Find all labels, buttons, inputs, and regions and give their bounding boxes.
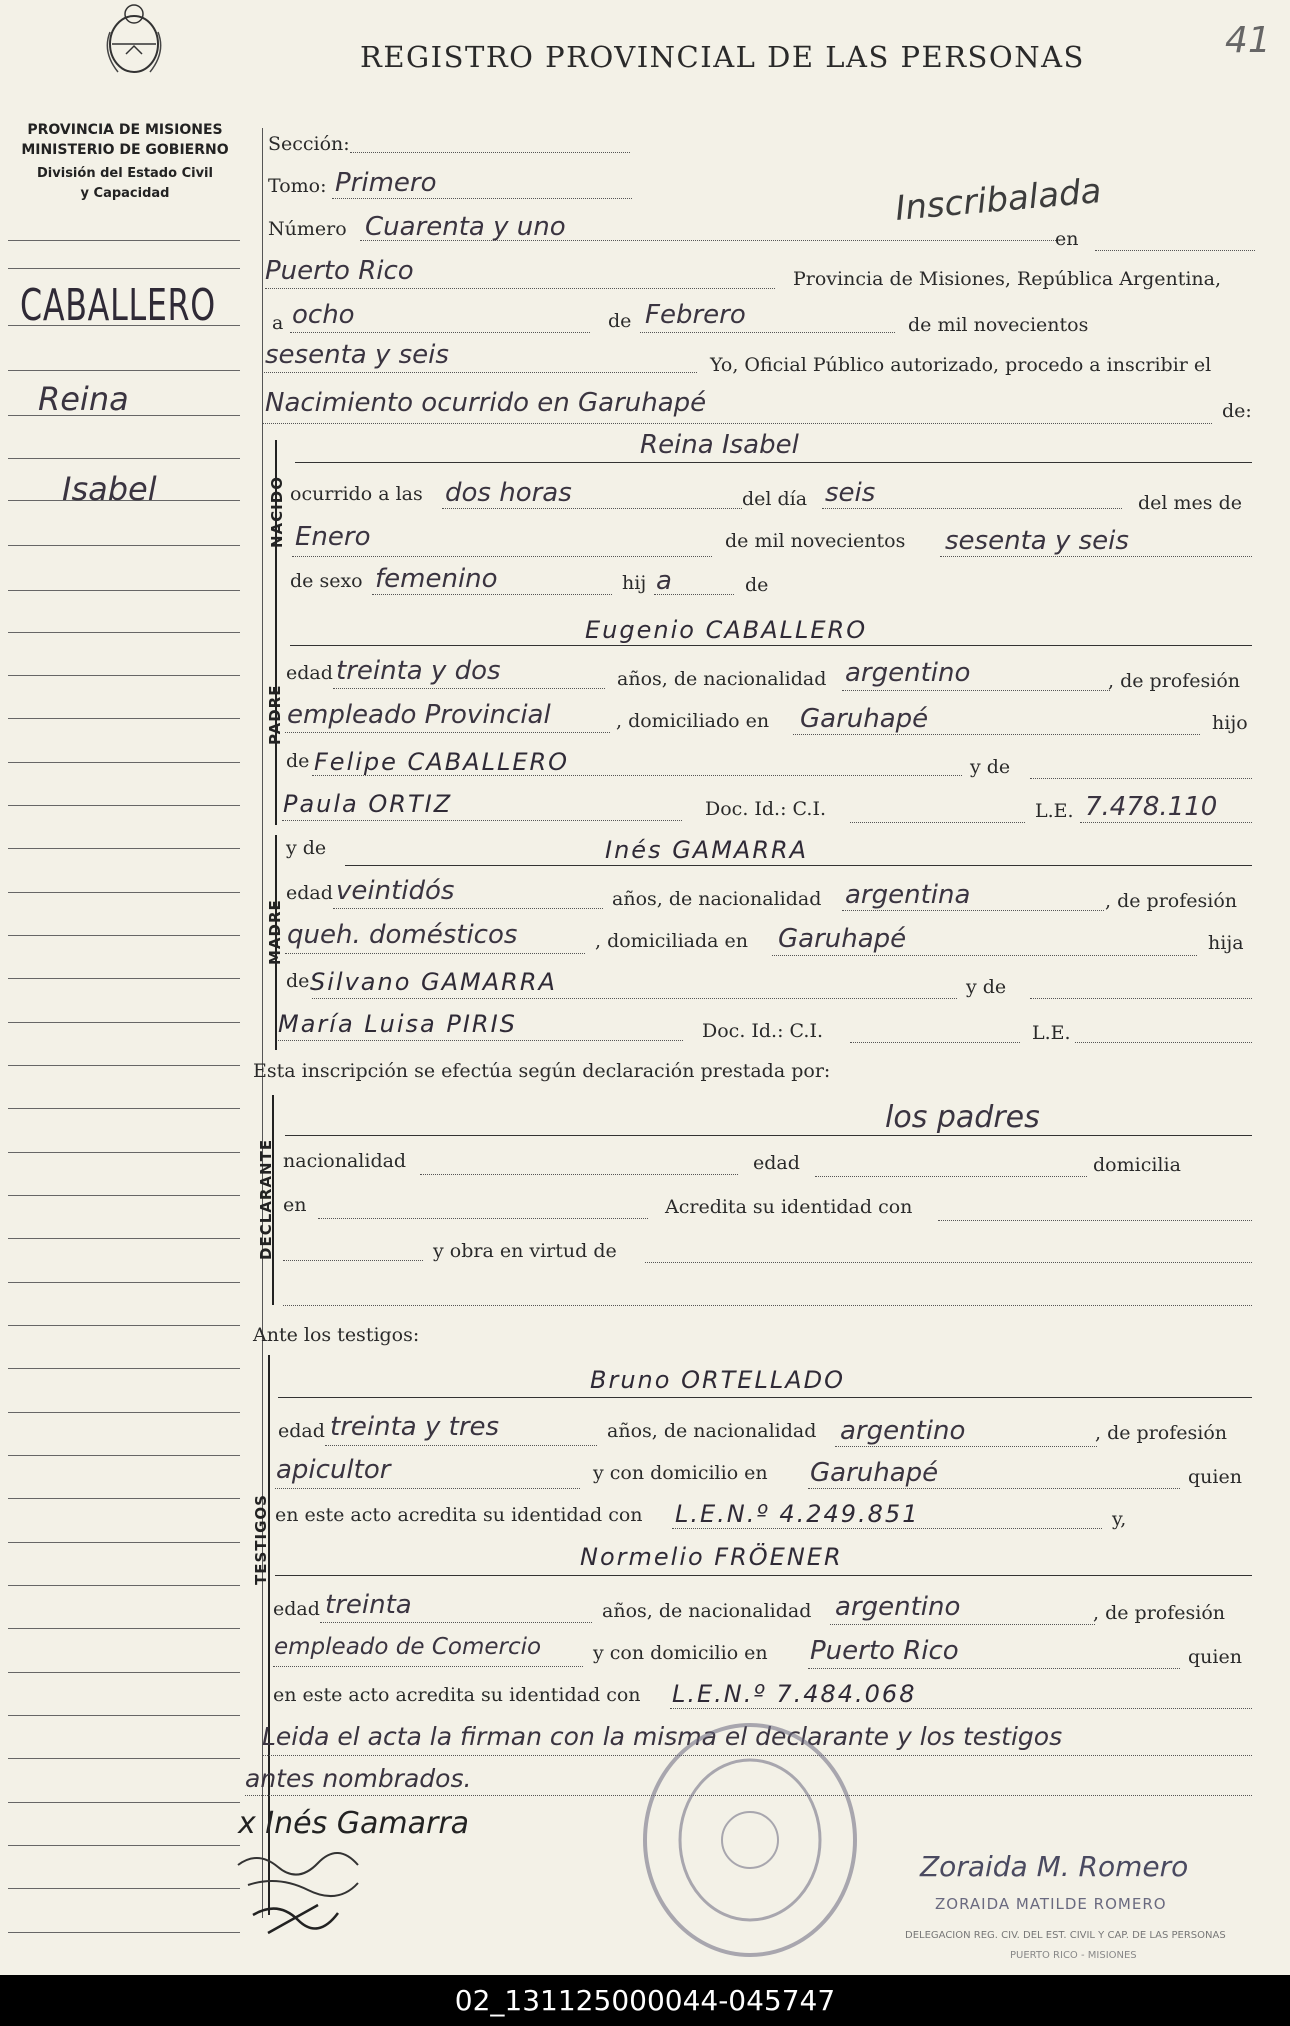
t1-anos-label: años, de nacionalidad [607,1420,817,1442]
testigo2-edad: treinta [325,1590,412,1620]
t2-quien-label: quien [1188,1646,1242,1668]
madre-hija-label: hija [1208,932,1244,954]
decl-obra-label: y obra en virtud de [433,1240,617,1262]
de-mil-label: de mil novecientos [908,314,1089,336]
tomo-label: Tomo: [268,175,327,197]
coat-of-arms-icon [98,2,170,80]
anio-value: sesenta y seis [265,340,449,370]
t1-domicilio-label: y con domicilio en [593,1462,768,1484]
de-mil-label-2: de mil novecientos [725,530,906,552]
closing-line-1: Leida el acta la firman con la misma el declarante y los testigos [262,1722,1063,1751]
decl-acredita-label: Acredita su identidad con [665,1196,913,1218]
page-number: 41 [1225,20,1271,61]
madre-edad: veintidós [336,876,455,906]
madre-nacionalidad: argentina [845,880,971,910]
province-name: PROVINCIA DE MISIONES [27,122,223,138]
testigo2-domicilio: Puerto Rico [810,1636,959,1666]
margin-surname: CABALLERO [20,280,216,331]
division-name: División del Estado Civil [37,166,213,181]
anio-nac-value: sesenta y seis [945,526,1129,556]
padre-profesion-label: , de profesión [1108,670,1240,692]
padre-y-de-label: y de [970,756,1011,778]
officer-signature: Zoraida M. Romero [920,1850,1189,1883]
ante-testigos-text: Ante los testigos: [253,1324,420,1346]
madre-le-label: L.E. [1032,1022,1071,1044]
declarante-label: DECLARANTE [257,1138,275,1260]
padre-domicilio: Garuhapé [800,704,929,734]
registrar-signature: Inscribalada [893,171,1103,229]
t1-edad-label: edad [278,1420,325,1442]
madre-domicilio: Garuhapé [778,924,907,954]
del-dia-label: del día [742,488,808,510]
t1-profesion-label: , de profesión [1095,1422,1227,1444]
testigo2-documento: L.E.N.º 7.484.068 [672,1680,917,1708]
officer-name: ZORAIDA MATILDE ROMERO [935,1895,1167,1913]
en-label: en [1055,228,1079,250]
padre-edad-label: edad [286,662,333,684]
testigo1-profesion: apicultor [276,1455,391,1485]
ocurrido-label: ocurrido a las [290,483,423,505]
yo-oficial-text: Yo, Oficial Público autorizado, procedo a inscribir el [710,354,1212,376]
madre-nombre: Inés GAMARRA [605,836,809,864]
witness-signatures-icon [228,1845,428,1940]
testigo1-nacionalidad: argentino [840,1416,966,1446]
division-name-2: y Capacidad [80,186,170,201]
main-divider [262,128,263,1918]
sexo-label: de sexo [290,570,363,592]
de-label-2: de [745,574,769,596]
official-seal-icon [635,1715,865,1965]
decl-edad-label: edad [753,1152,800,1174]
padre-label: PADRE [266,684,284,745]
madre-domicilio-label: , domiciliada en [595,930,748,952]
numero-label: Número [268,218,347,240]
madre-label: MADRE [266,899,284,965]
declarante-nombre: los padres [885,1100,1040,1135]
seccion-label: Sección: [268,133,350,155]
nombre-inscripto: Reina Isabel [640,430,799,460]
mother-signature: x Inés Gamarra [238,1806,470,1841]
closing-line-2: antes nombrados. [245,1764,472,1793]
madre-anos-label: años, de nacionalidad [612,888,822,910]
padre-profesion: empleado Provincial [287,700,551,730]
padre-le-value: 7.478.110 [1085,792,1218,822]
a-label: a [272,312,284,334]
ministry-name: MINISTERIO DE GOBIERNO [21,142,229,158]
de-colon-label: de: [1222,400,1252,422]
registry-title: REGISTRO PROVINCIAL DE LAS PERSONAS [360,40,1085,74]
testigo1-edad: treinta y tres [330,1412,500,1442]
sexo-value: femenino [375,564,498,594]
padre-le-label: L.E. [1035,800,1074,822]
margin-name-1: Reina [38,380,129,418]
testigo1-domicilio: Garuhapé [810,1458,939,1488]
madre-padre: Silvano GAMARRA [310,968,557,996]
image-id-footer: 02_131125000044-045747 [0,1975,1290,2026]
t2-profesion-label: , de profesión [1093,1602,1225,1624]
madre-y-de-label-2: y de [966,976,1007,998]
testigo2-nacionalidad: argentino [835,1592,961,1622]
padre-nacionalidad: argentino [845,658,971,688]
officer-stamp-place: PUERTO RICO - MISIONES [1010,1950,1137,1961]
mes-nac-value: Enero [295,522,371,552]
padre-docid-label: Doc. Id.: C.I. [705,798,826,820]
t2-acredita-label: en este acto acredita su identidad con [273,1684,641,1706]
madre-edad-label: edad [286,882,333,904]
madre-docid-label: Doc. Id.: C.I. [702,1020,823,1042]
numero-value: Cuarenta y uno [365,212,566,242]
madre-de-label: de [286,970,310,992]
hij-label: hij [622,572,647,594]
inscripcion-text: Esta inscripción se efectúa según declaración prestada por: [253,1060,831,1082]
testigo1-nombre: Bruno ORTELLADO [590,1366,845,1394]
decl-en-label: en [283,1194,307,1216]
t2-anos-label: años, de nacionalidad [602,1600,812,1622]
padre-edad: treinta y dos [336,656,501,686]
testigos-label: TESTIGOS [252,1494,270,1585]
t2-domicilio-label: y con domicilio en [593,1642,768,1664]
provincia-label: Provincia de Misiones, República Argentina, [793,268,1222,290]
hij-suffix: a [656,566,672,596]
issuer-block [10,120,240,204]
dia-value: ocho [292,300,355,330]
padre-domicilio-label: , domiciliado en [616,710,770,732]
madre-madre: María Luisa PIRIS [278,1010,517,1038]
mes-value: Febrero [645,300,746,330]
de-label: de [608,310,632,332]
en-place-value: Puerto Rico [265,256,414,286]
t1-quien-label: quien [1188,1466,1242,1488]
padre-anos-label: años, de nacionalidad [617,668,827,690]
acto-value: Nacimiento ocurrido en Garuhapé [265,388,707,418]
decl-nacionalidad-label: nacionalidad [283,1150,407,1172]
padre-hijo-label: hijo [1212,712,1248,734]
padre-nombre: Eugenio CABALLERO [585,616,868,644]
tomo-value: Primero [335,168,437,198]
del-mes-label: del mes de [1138,492,1242,514]
padre-padre: Felipe CABALLERO [314,748,570,776]
t2-edad-label: edad [273,1598,320,1620]
margin-name-2: Isabel [62,470,157,508]
dia-nac-value: seis [825,478,876,508]
testigo2-nombre: Normelio FRÖENER [580,1543,843,1571]
t1-y-label: y, [1112,1508,1127,1530]
hora-value: dos horas [445,478,572,508]
t1-acredita-label: en este acto acredita su identidad con [275,1504,643,1526]
madre-y-de-label: y de [286,837,327,859]
padre-de-label: de [286,750,310,772]
decl-domicilia-label: domicilia [1093,1154,1181,1176]
padre-madre: Paula ORTIZ [283,790,453,818]
testigo1-documento: L.E.N.º 4.249.851 [675,1500,920,1528]
officer-stamp-text: DELEGACION REG. CIV. DEL EST. CIVIL Y CAP. DE LAS PERSONAS [905,1930,1226,1941]
madre-profesion-label: , de profesión [1105,890,1237,912]
madre-profesion: queh. domésticos [287,920,518,950]
nacido-label: NACIDO [268,476,286,548]
testigo2-profesion: empleado de Comercio [274,1634,542,1660]
